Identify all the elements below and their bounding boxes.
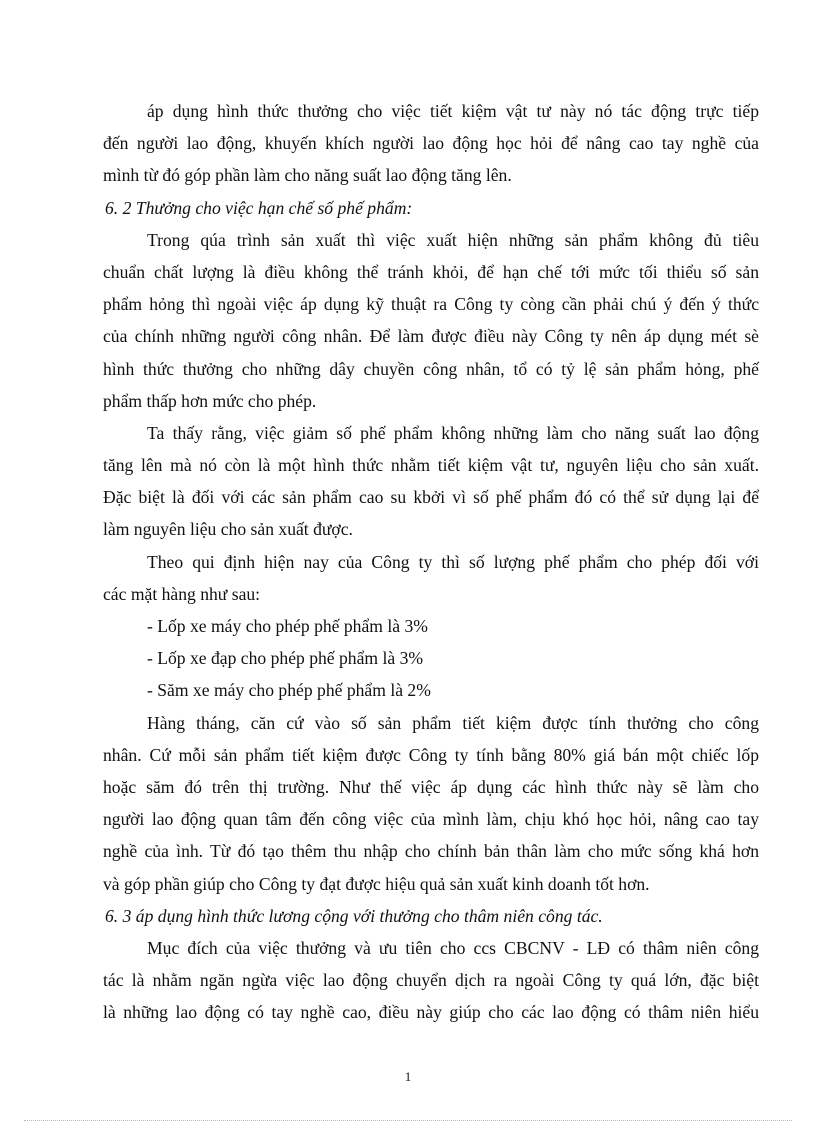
document-body [103, 95, 759, 1028]
paragraph-line: là những lao động có tay nghề cao, điều này giúp cho các lao động có thâm niên hiểu [103, 1002, 759, 1023]
paragraph-line: chuẩn chất lượng là điều không thể tránh khỏi, để hạn chế tới mức tối thiểu số sản [103, 261, 759, 282]
paragraph-line: nhân. Cứ mỗi sản phẩm tiết kiệm được Công ty tính bằng 80% giá bán một chiếc lốp [103, 744, 759, 765]
paragraph-line: của chính những người công nhân. Để làm được điều này Công ty nên áp dụng mét sè [103, 326, 759, 347]
paragraph-line: người lao động quan tâm đến công việc của mình làm, chịu khó học hỏi, nâng cao tay [103, 809, 759, 830]
paragraph-line: tăng lên mà nó còn là một hình thức nhằm tiết kiệm vật tư, nguyên liệu cho sản xuất. [103, 455, 759, 476]
paragraph-line: Theo qui định hiện nay của Công ty thì số lượng phế phẩm cho phép đối với [147, 551, 759, 572]
paragraph-line: Ta thấy rằng, việc giảm số phế phẩm không những làm cho năng suất lao động [147, 422, 759, 443]
section-heading: 6. 2 Thưởng cho việc hạn chế số phế phẩm: [105, 197, 413, 218]
paragraph-line: hình thức thưởng cho những dây chuyền công nhân, tổ có tỷ lệ sản phẩm hỏng, phế [103, 358, 759, 379]
paragraph-line: Hàng tháng, căn cứ vào số sản phẩm tiết kiệm được tính thưởng cho công [147, 712, 759, 733]
paragraph-line: mình từ đó góp phần làm cho năng suất lao động tăng lên. [103, 165, 512, 186]
paragraph-line: Trong qúa trình sản xuất thì việc xuất hiện những sản phẩm không đủ tiêu [147, 229, 759, 250]
paragraph-line: phẩm thấp hơn mức cho phép. [103, 390, 317, 411]
paragraph-line: làm nguyên liệu cho sản xuất được. [103, 519, 353, 540]
paragraph-line: hoặc săm đó trên thị trường. Như thế việc áp dụng các hình thức này sẽ làm cho [103, 776, 759, 797]
paragraph-line: phẩm hỏng thì ngoài việc áp dụng kỹ thuật ra Công ty còng cần phải chú ý đến ý thức [103, 294, 759, 315]
paragraph-line: - Săm xe máy cho phép phế phẩm là 2% [147, 680, 431, 701]
paragraph-line: - Lốp xe đạp cho phép phế phẩm là 3% [147, 648, 424, 669]
paragraph-line: nghề của ình. Từ đó tạo thêm thu nhập cho chính bản thân làm cho mức sống khá hơn [103, 841, 759, 862]
paragraph-line: và góp phần giúp cho Công ty đạt được hiệu quả sản xuất kinh doanh tốt hơn. [103, 873, 650, 894]
paragraph-line: Đặc biệt là đối với các sản phẩm cao su kbởi vì số phế phẩm đó có thể sử dụng lại để [103, 487, 759, 508]
paragraph-line: áp dụng hình thức thưởng cho việc tiết kiệm vật tư này nó tác động trực tiếp [147, 101, 759, 121]
footer-divider [24, 1120, 792, 1121]
paragraph-line: - Lốp xe máy cho phép phế phẩm là 3% [147, 616, 428, 636]
paragraph-line: tác là nhằm ngăn ngừa việc lao động chuyển dịch ra ngoài Công ty quá lớn, đặc biệt [103, 970, 759, 991]
paragraph-line: đến người lao động, khuyến khích người lao động học hỏi để nâng cao tay nghề của [103, 133, 759, 154]
section-heading: 6. 3 áp dụng hình thức lương cộng với thưởng cho thâm niên công tác. [105, 905, 603, 926]
page-number: 1 [404, 1069, 412, 1084]
paragraph-line: các mặt hàng như sau: [103, 583, 261, 604]
paragraph-line: Mục đích của việc thưởng và ưu tiên cho ccs CBCNV - LĐ có thâm niên công [147, 937, 759, 958]
